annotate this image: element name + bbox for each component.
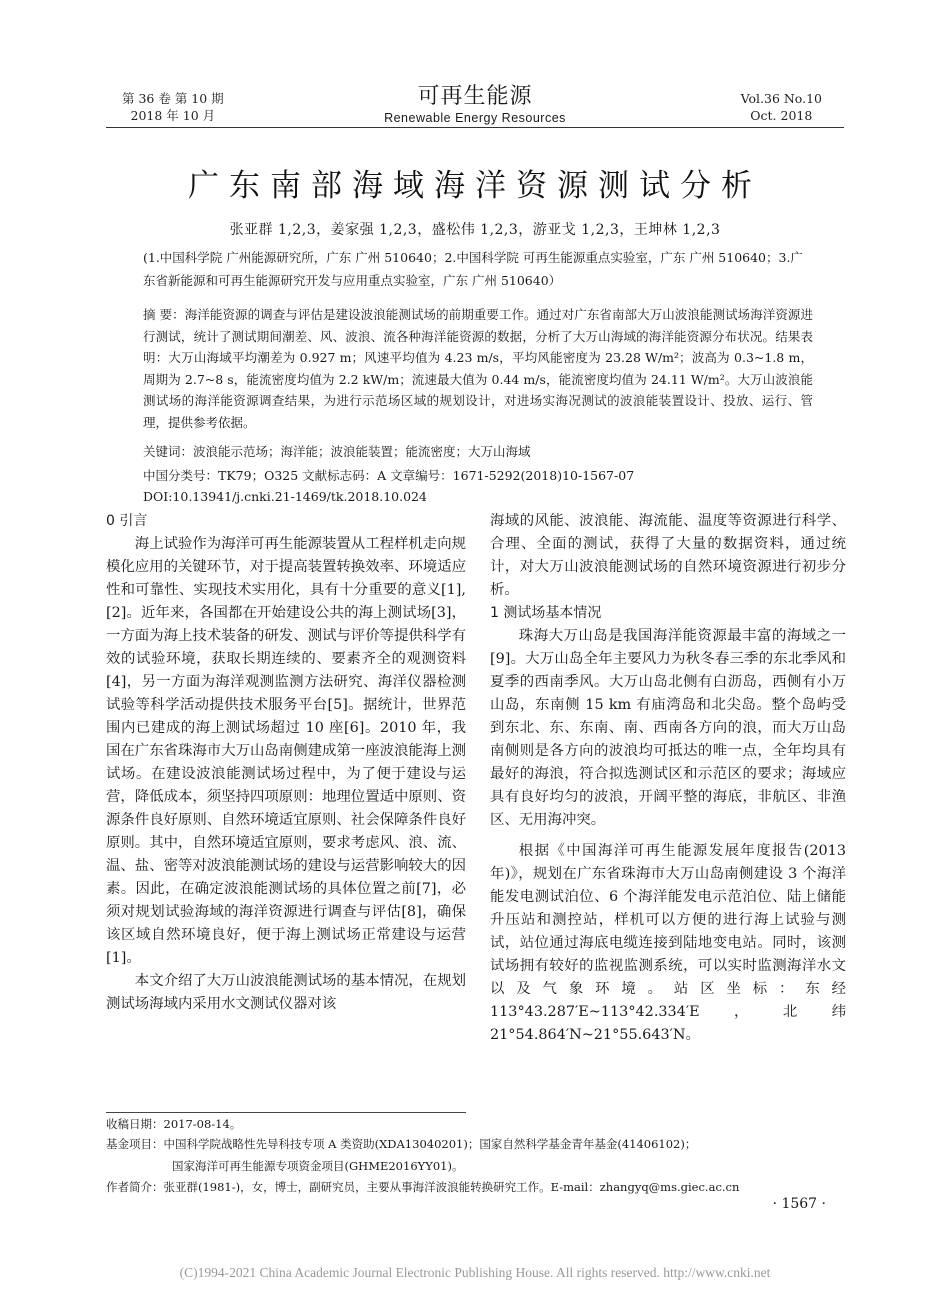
- journal-name-cn: 可再生能源: [417, 84, 533, 109]
- header-volume-issue: [122, 90, 224, 124]
- keywords: 关键词：波浪能示范场；海洋能；波浪能装置；能流密度；大万山海域: [143, 444, 531, 459]
- abstract: [143, 304, 813, 433]
- abstract-text: 海洋能资源的调查与评估是建设波浪能测试场的前期重要工作。通过对广东省南部大万山波浪能测试场海洋资源进行测试，统计了测试期间潮差、风、波浪、流各种海洋能资源的数据，分析了大万山海域的海洋能资源分布状况。结果表明：大万山海域平均潮差为 0.927 m；风速平均值为 4.23 m/s，平均风能密度为 23.28 W/m²；波高为 0.3~1.8 m，周期为 2.7~8 s，能流密度均值为 2.2 kW/m；流速最大值为 0.44 m/s，能流密度均值为 24.11 W/m²。大万山波浪能测试场的海洋能资源调查结果，为进行示范场区域的规划设计，对进场实海况测试的波浪能装置设计、投放、运行、管理，提供参考依据。: [143, 307, 813, 430]
- volume-cn: 第 36 卷 第 10 期: [122, 91, 224, 106]
- date-en: Oct. 2018: [750, 108, 813, 123]
- left-column: [106, 510, 466, 1016]
- author-list: 张亚群 1,2,3，姜家强 1,2,3，盛松伟 1,2,3，游亚戈 1,2,3，王坤林 1,2,3: [229, 222, 721, 238]
- intro-continuation: 海域的风能、波浪能、海流能、温度等资源进行科学、合理、全面的测试，获得了大量的数据资料，通过统计，对大万山波浪能测试场的自然环境资源进行初步分析。: [490, 513, 846, 598]
- page-number: · 1567 ·: [772, 1196, 826, 1212]
- intro-paragraph-1: 海上试验作为海洋可再生能源装置从工程样机走向规模化应用的关键环节，对于提高装置转换效率、环境适应性和可靠性、实现技术实用化，具有十分重要的意义[1],[2]。近年来，各国都在开始建设公共的海上测试场[3]，一方面为海上技术装备的研发、测试与评价等提供科学有效的试验环境，获取长期连续的、要素齐全的观测资料[4]，另一方面为海洋观测监测方法研究、海洋仪器检测试验等科学活动提供技术服务平台[5]。据统计，世界范围内已建成的海上测试场超过 10 座[6]。2010 年，我国在广东省珠海市大万山岛南侧建成第一座波浪能海上测试场。在建设波浪能测试场过程中，为了便于建设与运营，降低成本，须坚持四项原则：地理位置适中原则、资源条件良好原则、自然环境适宜原则、社会保障条件良好原则。其中，自然环境适宜原则，要求考虑风、浪、流、温、盐、密等对波浪能测试场的建设与运营影响较大的因素。因此，在确定波浪能测试场的具体位置之前[7]，必须对规划试验海域的海洋资源进行调查与评估[8]，确保该区域自然环境良好，便于海上测试场正常建设与运营[1]。: [106, 536, 466, 966]
- site-paragraph-1: 珠海大万山岛是我国海洋能资源最丰富的海域之一[9]。大万山岛全年主要风力为秋冬春三季的东北季风和夏季的西南季风。大万山岛北侧有白沥岛，西侧有小万山岛，东南侧 15 km 有庙湾岛和北尖岛。整个岛屿受到东北、东、东南、南、西南各方向的浪，而大万山岛南侧则是各方向的波浪均可抵达的唯一点，全年均具有最好的海浪，符合拟选测试区和示范区的要求；海域应具有良好均匀的波浪，开阔平整的海底，非航区、非渔区、无用海冲突。: [490, 628, 846, 828]
- journal-name: [350, 84, 600, 126]
- right-column: [490, 510, 846, 1047]
- section-heading-site: 1 测试场基本情况: [490, 605, 602, 621]
- affiliations: (1.中国科学院 广州能源研究所，广东 广州 510640；2.中国科学院 可再生能源重点实验室，广东 广州 510640；3.广东省新能源和可再生能源研究开发与应用重点实验室，广东 广州 510640）: [143, 250, 803, 288]
- received-date: 收稿日期：2017-08-14。: [106, 1117, 242, 1131]
- author-intro: 作者简介：张亚群(1981-)，女，博士，副研究员，主要从事海洋波浪能转换研究工作。E-mail：zhangyq@ms.giec.ac.cn: [106, 1180, 740, 1194]
- intro-paragraph-2: 本文介绍了大万山波浪能测试场的基本情况，在规划测试场海域内采用水文测试仪器对该: [106, 973, 466, 1012]
- section-heading-intro: 0 引言: [106, 513, 148, 529]
- classification: 中国分类号：TK79；O325 文献标志码：A 文章编号：1671-5292(2018)10-1567-07: [143, 468, 635, 483]
- footnote-divider: [106, 1112, 466, 1113]
- site-paragraph-2: 根据《中国海洋可再生能源发展年度报告(2013 年)》，规划在广东省珠海市大万山岛南侧建设 3 个海洋能发电测试泊位、6 个海洋能发电示范泊位、陆上储能升压站和测控站，样机可以方便的进行海上试验与测试，站位通过海底电缆连接到陆地变电站。同时，该测试场拥有较好的监视监测系统，可以实时监测海洋水文以及气象环境。站区坐标：东经 113°43.287′E~113°42.334′E，北纬 21°54.864′N~21°55.643′N。: [490, 843, 846, 1043]
- fund-line-1: 基金项目：中国科学院战略性先导科技专项 A 类资助(XDA13040201)；国家自然科学基金青年基金(41406102)；: [106, 1137, 697, 1151]
- journal-name-en: Renewable Energy Resources: [384, 111, 566, 125]
- date-cn: 2018 年 10 月: [130, 108, 216, 123]
- fund-line-2: 国家海洋可再生能源专项资金项目(GHME2016YY01)。: [172, 1159, 464, 1173]
- doi: DOI:10.13941/j.cnki.21-1469/tk.2018.10.024: [143, 489, 427, 504]
- paper-title: 广东南部海域海洋资源测试分析: [188, 168, 762, 204]
- header-volume-en: [741, 90, 822, 124]
- header-divider: [106, 127, 844, 128]
- copyright-watermark: (C)1994-2021 China Academic Journal Electronic Publishing House. All rights reserved. http://www.cnki.net: [179, 1265, 771, 1280]
- abstract-label: 摘 要：: [143, 307, 185, 322]
- volume-en: Vol.36 No.10: [740, 91, 822, 106]
